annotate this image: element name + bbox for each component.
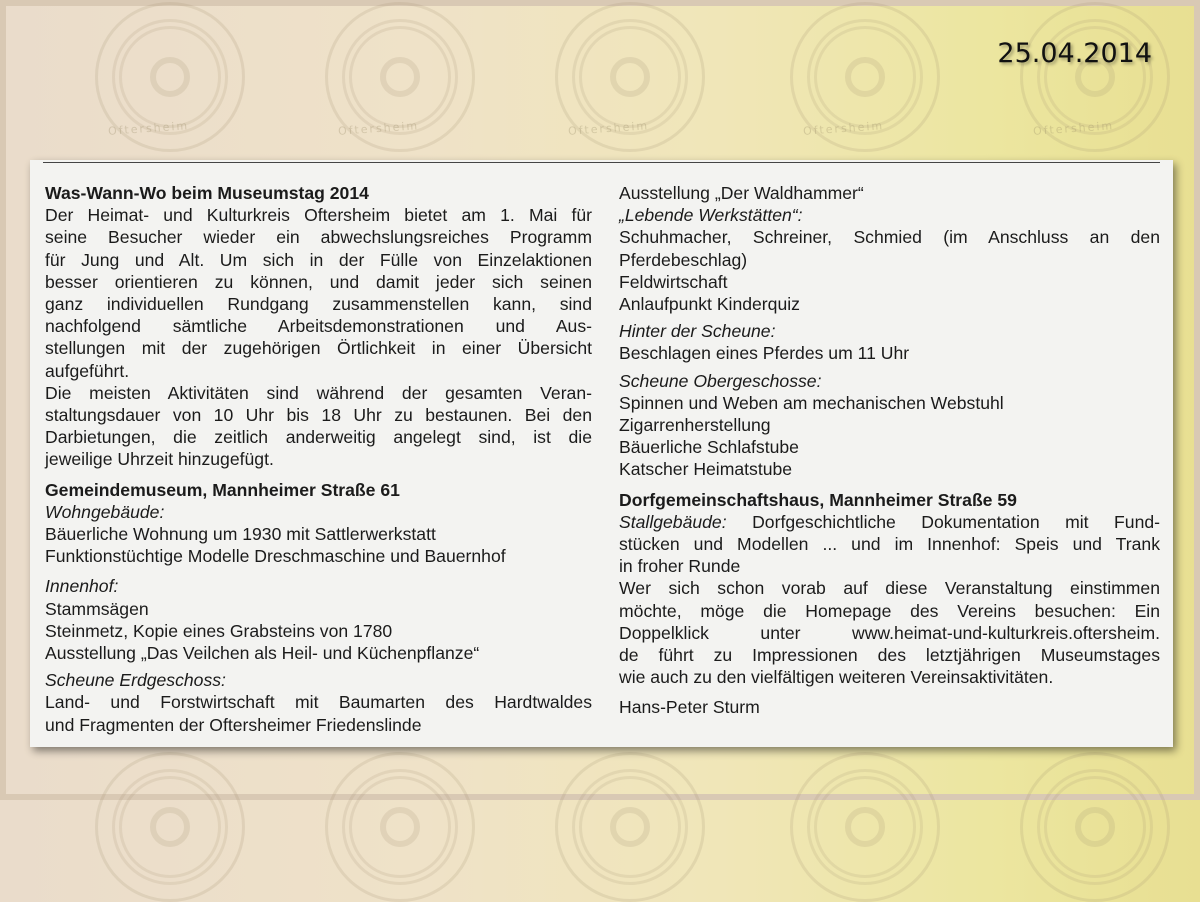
intro-line: seine Besucher wieder ein abwechslungsreiches Programm	[45, 227, 592, 248]
left-column	[45, 182, 592, 736]
list-item: Steinmetz, Kopie eines Grabsteins von 1780	[45, 620, 393, 641]
section-label: Scheune Erdgeschoss:	[45, 670, 226, 691]
top-rule	[43, 162, 1160, 163]
intro-line: stellungen mit der zugehörigen Örtlichkeit in einer Übersicht	[45, 338, 592, 359]
watermark-text: Oftersheim	[107, 119, 190, 138]
list-item: Schuhmacher, Schreiner, Schmied (im Anschluss an den	[619, 227, 1160, 248]
list-item: Bäuerliche Wohnung um 1930 mit Sattlerwerkstatt	[45, 524, 436, 545]
stall-line	[619, 511, 1160, 533]
list-item: Land- und Forstwirtschaft mit Baumarten des Hardtwaldes	[45, 692, 592, 713]
outro-line: Doppelklick unter www.heimat-und-kulturkreis.oftersheim.	[619, 622, 1160, 643]
outro-line: wie auch zu den vielfältigen weiteren Vereinsaktivitäten.	[619, 667, 1054, 688]
stall-line: stücken und Modellen ... und im Innenhof: Speis und Trank	[619, 534, 1160, 555]
intro-line: für Jung und Alt. Um sich in der Fülle von Einzelaktionen	[45, 249, 592, 270]
article-title: Was-Wann-Wo beim Museumstag 2014	[45, 183, 369, 203]
author-name: Hans-Peter Sturm	[619, 697, 760, 718]
intro-line: aufgeführt.	[45, 360, 130, 381]
list-item: Pferdebeschlag)	[619, 249, 748, 270]
list-item: Beschlagen eines Pferdes um 11 Uhr	[619, 343, 910, 364]
intro-line: jeweilige Uhrzeit hinzugefügt.	[45, 449, 274, 470]
section-label: Hinter der Scheune:	[619, 321, 776, 342]
watermark-text: Oftersheim	[567, 119, 650, 138]
intro-line: ganz individuellen Rundgang zusammenstellen kann, sind	[45, 294, 592, 315]
list-item: Feldwirtschaft	[619, 271, 728, 292]
list-item: Anlaufpunkt Kinderquiz	[619, 294, 800, 315]
date-stamp: 25.04.2014	[997, 38, 1152, 69]
list-item: Ausstellung „Das Veilchen als Heil- und Küchenpflanze“	[45, 643, 480, 664]
section-label: Wohngebäude:	[45, 501, 165, 522]
outro-line: de führt zu Impressionen des letztjährigen Museumstages	[619, 645, 1160, 666]
list-item: Spinnen und Weben am mechanischen Webstuhl	[619, 392, 1004, 413]
list-item: Bäuerliche Schlafstube	[619, 437, 799, 458]
newspaper-clipping	[30, 160, 1173, 747]
outro-line: Wer sich schon vorab auf diese Veranstaltung einstimmen	[619, 578, 1160, 599]
list-item: Funktionstüchtige Modelle Dreschmaschine und Bauernhof	[45, 546, 506, 567]
museum-heading: Gemeindemuseum, Mannheimer Straße 61	[45, 479, 400, 500]
watermark-emblem-icon	[95, 752, 245, 902]
watermark-emblem-icon	[555, 752, 705, 902]
intro-line: staltungsdauer von 10 Uhr bis 18 Uhr zu bestaunen. Bei den	[45, 405, 592, 426]
section-label: „Lebende Werkstätten“:	[619, 205, 803, 226]
watermark-emblem-icon	[790, 752, 940, 902]
list-item: Stammsägen	[45, 598, 149, 619]
list-item: Ausstellung „Der Waldhammer“	[619, 183, 864, 203]
section-label: Innenhof:	[45, 576, 119, 597]
section-label: Scheune Obergeschosse:	[619, 370, 822, 391]
list-item: und Fragmenten der Oftersheimer Friedenslinde	[45, 714, 422, 735]
outro-line: möchte, möge die Homepage des Vereins besuchen: Ein	[619, 600, 1160, 621]
intro-line: besser orientieren zu können, und damit jeder sich seinen	[45, 271, 592, 292]
watermark-text: Oftersheim	[1032, 119, 1115, 138]
watermark-emblem-icon	[1020, 752, 1170, 902]
stall-line: in froher Runde	[619, 556, 741, 577]
watermark-text: Oftersheim	[337, 119, 420, 138]
intro-line: Der Heimat- und Kulturkreis Oftersheim bietet am 1. Mai für	[45, 205, 592, 226]
right-column	[619, 182, 1160, 719]
intro-line: Darbietungen, die zeitlich anderweitig angelegt sind, ist die	[45, 427, 592, 448]
dgh-heading: Dorfgemeinschaftshaus, Mannheimer Straße 59	[619, 489, 1017, 510]
stall-text: Dorfgeschichtliche Dokumentation mit Fund-	[752, 511, 1161, 532]
intro-line: nachfolgend sämtliche Arbeitsdemonstrationen und Aus-	[45, 316, 592, 337]
watermark-emblem-icon	[325, 752, 475, 902]
section-label: Stallgebäude:	[619, 511, 727, 532]
watermark-text: Oftersheim	[802, 119, 885, 138]
list-item: Katscher Heimatstube	[619, 459, 793, 480]
intro-line: Die meisten Aktivitäten sind während der gesamten Veran-	[45, 382, 592, 403]
list-item: Zigarrenherstellung	[619, 415, 771, 436]
